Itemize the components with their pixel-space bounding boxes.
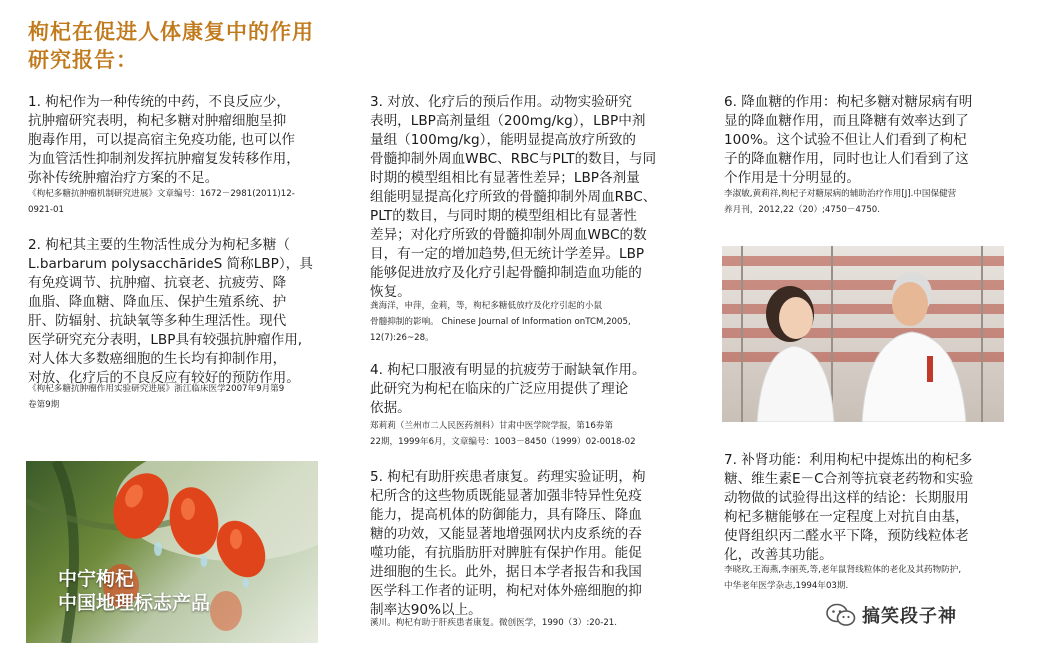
paragraph-7: 7. 补肾功能：利用枸杞中提炼出的枸杞多 糖、维生素E－C合剂等抗衰老药物和实验 动物做的试验得出这样的结论：长期服用 枸杞多糖能够在一定程度上对抗自由基， 使肾组织丙二醛水平下降，预防线粒体老 化，改善其功能。 [724, 452, 974, 563]
lab-researchers-photo [722, 246, 1004, 422]
lab-researchers-illustration [722, 246, 1004, 422]
watermark-text: 搞笑段子神 [862, 606, 957, 627]
paragraph-6: 6. 降血糖的作用：枸杞多糖对糖尿病有明 显的降血糖作用，而且降糖有效率达到了 100%。这个试验不但让人们看到了枸杞 子的降血糖作用，同时也让人们看到了这 个作用是十分明显的。 [724, 94, 973, 186]
reference-text-5: 溪川。枸杞有助于肝疾患者康复。微创医学，1990（3）:20-21. [370, 618, 617, 628]
reference-text-6: 李淑敏,黄莉祥,枸杞子对糖尿病的辅助治疗作用[J].中国保健营 养月刊，2012,22（20）;4750－4750. [724, 189, 957, 215]
section-2 [28, 236, 328, 388]
reference-1 [28, 186, 328, 218]
paragraph-2: 2. 枸杞其主要的生物活性成分为枸杞多糖（ L.barbarum polysacchārideS 简称LBP），具 有免疫调节、抗肿瘤、抗衰老、抗疲劳、降 血脂、降血糖、降血压、保护生殖系统、护 肝、防辐射、抗缺氧等多种生理活性。现代 医学研究充分表明，LBP具有较强抗肿瘤作用, 对人体大多数癌细胞的生长均有抑制作用， 对放、化疗后的不良反应有较好的预防作用。 [28, 237, 313, 386]
watermark [826, 601, 957, 629]
reference-3 [370, 298, 690, 346]
reference-text-2: 《枸杞多糖抗肿瘤作用实验研究进展》浙江临床医学2007年9月第9 卷第9期 [28, 384, 285, 410]
goji-berry-photo [26, 461, 318, 643]
section-4 [370, 361, 690, 418]
paragraph-1: 1. 枸杞作为一种传统的中药，不良反应少， 抗肿瘤研究表明，枸杞多糖对肿瘤细胞呈抑 胞毒作用，可以提高宿主免疫功能, 也可以作 为血管活性抑制剂发挥抗肿瘤复发转移作用， 弥补传统肿瘤治疗方案的不足。 [28, 94, 300, 186]
section-7 [724, 451, 1024, 565]
reference-7 [724, 562, 1024, 594]
goji-berry-illustration [26, 461, 318, 643]
reference-4 [370, 418, 690, 450]
section-1 [28, 93, 328, 188]
reference-6 [724, 186, 1024, 218]
section-6 [724, 93, 1024, 188]
reference-text-4: 郑莉莉（兰州市二人民医药剂科）甘肃中医学院学报，第16券第 22期，1999年6月，文章编号：1003－8450（1999）02-0018-02 [370, 421, 636, 447]
page-title: 枸杞在促进人体康复中的作用 研究报告： [28, 20, 314, 72]
section-3 [370, 93, 690, 302]
photo-caption: 中宁枸杞 中国地理标志产品 [58, 568, 211, 614]
reference-text-1: 《枸杞多糖抗肿瘤机制研究进展》文章编号：1672－2981(2011)12- 0921-01 [28, 189, 295, 215]
section-5 [370, 468, 690, 620]
reference-text-7: 李晓玫,王海燕,李丽英,等,老年鼠肾线粒体的老化及其药物防护, 中华老年医学杂志,1994年03期. [724, 565, 962, 591]
reference-5 [370, 615, 690, 631]
paragraph-5: 5. 枸杞有助肝疾患者康复。药理实验证明，枸 杞所含的这些物质既能显著加强非特异性免疫 能力，提高机体的防御能力，具有降压、降血 糖的功效，又能显著地增强网状内皮系统的吞 噬功能，有抗脂肪肝对脾脏有保护作用。能促 进细胞的生长。此外，据日本学者报告和我国 医学科工作者的证明，枸杞对体外癌细胞的抑 制率达90%以上。 [370, 469, 646, 618]
wechat-icon [826, 603, 856, 627]
reference-2 [28, 381, 328, 413]
reference-text-3: 龚海洋，申萍，金莉，等，枸杞多糖低放疗及化疗引起的小鼠 骨髓抑制的影响。 Chinese Journal of Information onTCM,2005, 12(7):26~28。 [370, 301, 631, 343]
paragraph-3: 3. 对放、化疗后的预后作用。动物实验研究 表明，LBP高剂量组（200mg/kg），LBP中剂 量组（100mg/kg），能明显提高放疗所致的 骨髓抑制外周血WBC、RBC与PLT的数目，与同 时期的模型组相比有显著性差异；LBP各剂量 组能明显提高化疗所致的骨髓抑制外周血RBC、 PLT的数目，与同时期的模型组相比有显著性 差异；对化疗所致的骨髓抑制外周血WBC的数 目，有一定的增加趋势,但无统计学差异。LBP 能够促进放疗及化疗引起骨髓抑制造血功能的 恢复。 [370, 94, 657, 300]
paragraph-4: 4. 枸杞口服液有明显的抗疲劳于耐缺氧作用。 此研究为枸杞在临床的广泛应用提供了理论 依据。 [370, 362, 646, 416]
